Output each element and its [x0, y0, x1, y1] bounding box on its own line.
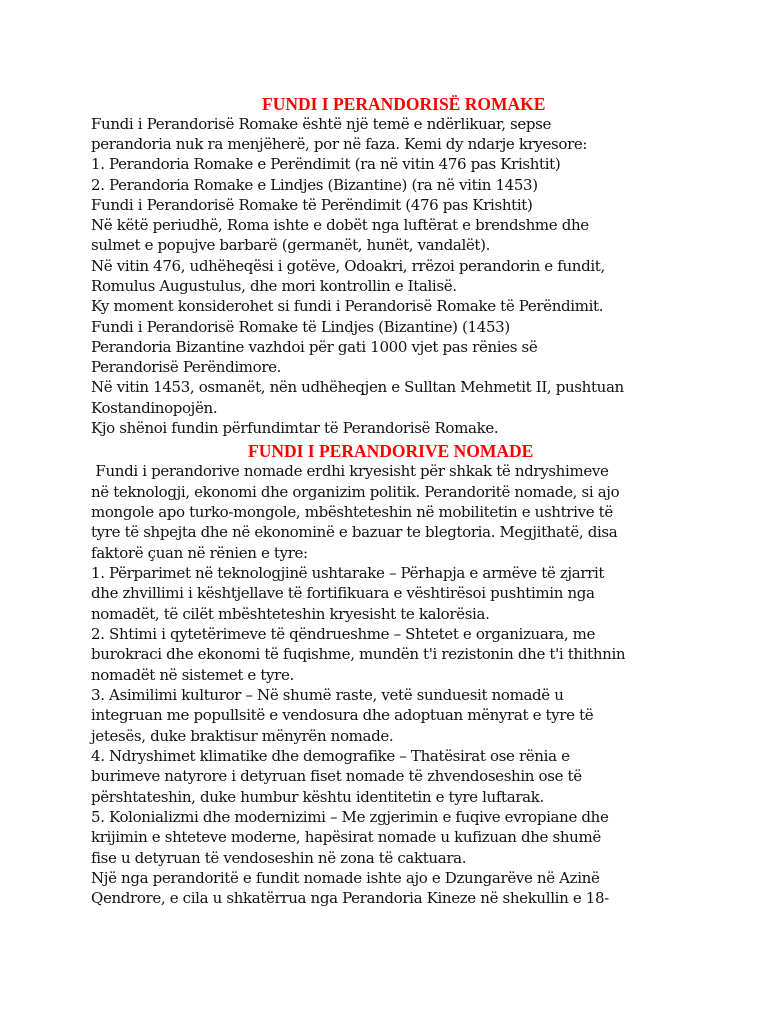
section1-line-2: perandoria nuk ra menjëherë, por në faza. Kemi dy ndarje kryesore:: [91, 135, 588, 153]
section2-line-5: faktorë çuan në rënien e tyre:: [91, 544, 308, 562]
section2-line-6: 1. Përparimet në teknologjinë ushtarake – Përhapja e armëve të zjarrit: [91, 564, 605, 582]
section2-line-11: nomadët në sistemet e tyre.: [91, 666, 294, 684]
section1-line-3: 1. Perandoria Romake e Perëndimit (ra në vitin 476 pas Krishtit): [91, 155, 561, 173]
section2-line-1: Fundi i perandorive nomade erdhi kryesisht për shkak të ndryshimeve: [91, 462, 609, 480]
section2-line-20: fise u detyruan të vendoseshin në zona të caktuara.: [91, 849, 467, 867]
section1-line-8: Në vitin 476, udhëheqësi i gotëve, Odoakri, rrëzoi perandorin e fundit,: [91, 257, 605, 275]
section2-line-4: tyre të shpejta dhe në ekonominë e bazuar te blegtoria. Megjithatë, disa: [91, 523, 618, 541]
section2-line-13: integruan me popullsitë e vendosura dhe adoptuan mënyrat e tyre të: [91, 706, 594, 724]
section2-line-10: burokraci dhe ekonomi të fuqishme, mundën t'i rezistonin dhe t'i thithnin: [91, 645, 626, 663]
section1-line-16: Kjo shënoi fundin përfundimtar të Perandorisë Romake.: [91, 419, 499, 437]
section2-line-15: 4. Ndryshimet klimatike dhe demografike – Thatësirat ose rënia e: [91, 747, 570, 765]
section2-line-17: përshtateshin, duke humbur kështu identitetin e tyre luftarak.: [91, 788, 544, 806]
section2-line-21: Një nga perandoritë e fundit nomade ishte ajo e Dzungarëve në Azinë: [91, 869, 600, 887]
section2-line-14: jetesës, duke braktisur mënyrën nomade.: [91, 727, 394, 745]
section1-line-10: Ky moment konsiderohet si fundi i Perandorisë Romake të Perëndimit.: [91, 297, 604, 315]
section1-line-14: Në vitin 1453, osmanët, nën udhëheqjen e Sulltan Mehmetit II, pushtuan: [91, 378, 624, 396]
section2-line-22: Qendrore, e cila u shkatërrua nga Perandoria Kineze në shekullin e 18-: [91, 889, 609, 907]
section2-line-3: mongole apo turko-mongole, mbështeteshin në mobilitetin e ushtrive të: [91, 503, 613, 521]
section2-line-9: 2. Shtimi i qytetërimeve të qëndrueshme – Shtetet e organizuara, me: [91, 625, 596, 643]
section2-title: FUNDI I PERANDORIVE NOMADE: [248, 441, 534, 461]
section2-line-16: burimeve natyrore i detyruan fiset nomade të zhvendoseshin ose të: [91, 767, 582, 785]
section1-line-11: Fundi i Perandorisë Romake të Lindjes (Bizantine) (1453): [91, 318, 510, 336]
section2-line-12: 3. Asimilimi kulturor – Në shumë raste, vetë sunduesit nomadë u: [91, 686, 564, 704]
section1-title: FUNDI I PERANDORISË ROMAKE: [262, 94, 546, 114]
section1-line-13: Perandorisë Perëndimore.: [91, 358, 282, 376]
section2-line-2: në teknologji, ekonomi dhe organizim politik. Perandoritë nomade, si ajo: [91, 483, 620, 501]
section2-line-19: krijimin e shteteve moderne, hapësirat nomade u kufizuan dhe shumë: [91, 828, 601, 846]
section2-line-7: dhe zhvillimi i kështjellave të fortifikuara e vështirësoi pushtimin nga: [91, 584, 595, 602]
section1-line-6: Në këtë periudhë, Roma ishte e dobët nga luftërat e brendshme dhe: [91, 216, 589, 234]
section1-line-12: Perandoria Bizantine vazhdoi për gati 1000 vjet pas rënies së: [91, 338, 538, 356]
section1-line-15: Kostandinopojën.: [91, 399, 218, 417]
section1-line-4: 2. Perandoria Romake e Lindjes (Bizantine) (ra në vitin 1453): [91, 176, 538, 194]
section1-line-9: Romulus Augustulus, dhe mori kontrollin e Italisë.: [91, 277, 457, 295]
section1-line-7: sulmet e popujve barbarë (germanët, hunët, vandalët).: [91, 236, 491, 254]
section2-line-18: 5. Kolonializmi dhe modernizimi – Me zgjerimin e fuqive evropiane dhe: [91, 808, 609, 826]
section1-line-5: Fundi i Perandorisë Romake të Perëndimit (476 pas Krishtit): [91, 196, 533, 214]
section2-line-8: nomadët, të cilët mbështeteshin kryesisht te kalorësia.: [91, 605, 490, 623]
section1-line-1: Fundi i Perandorisë Romake është një temë e ndërlikuar, sepse: [91, 115, 552, 133]
